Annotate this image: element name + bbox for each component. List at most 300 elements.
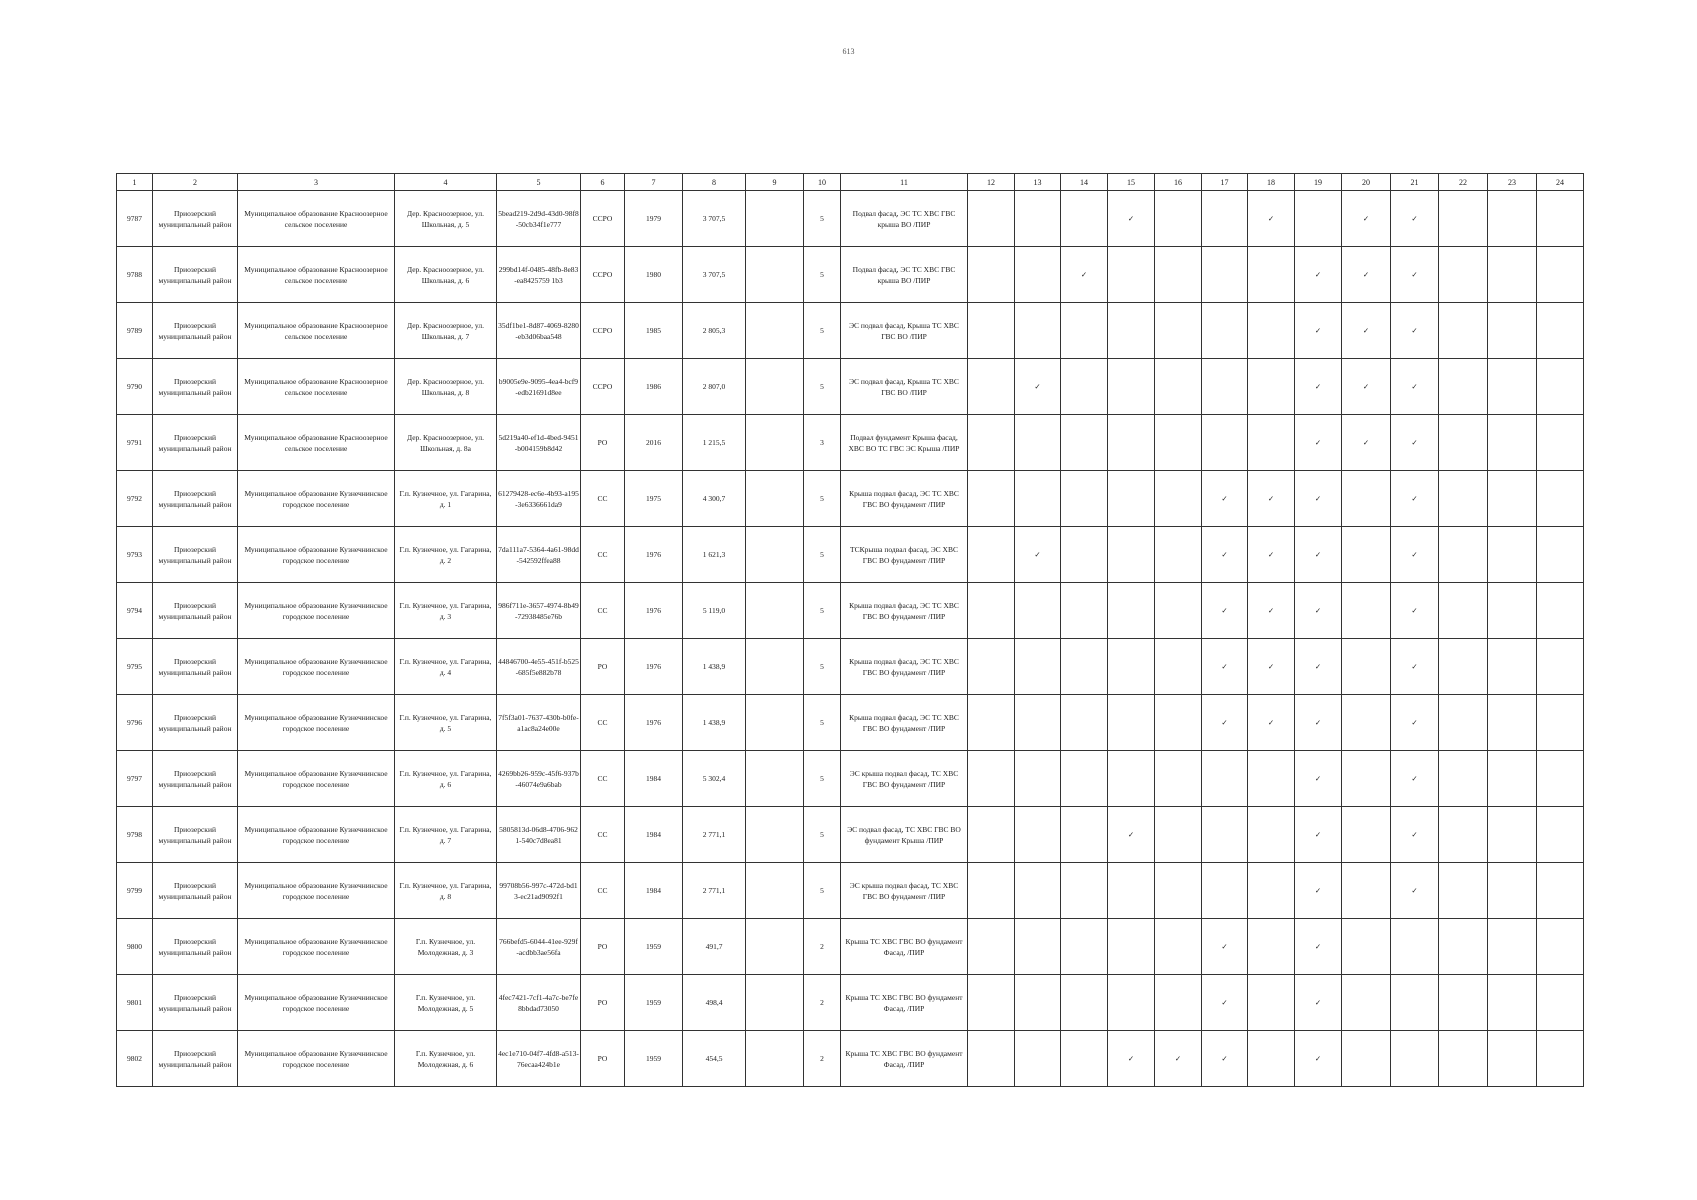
cell-col-12 — [968, 303, 1015, 359]
cell-col-23 — [1488, 359, 1537, 415]
cell-col-24 — [1537, 191, 1584, 247]
check-mark-icon: ✓ — [1108, 807, 1155, 863]
cell-floors: 5 — [804, 863, 841, 919]
table-row — [117, 695, 1584, 751]
cell-col-22 — [1439, 471, 1488, 527]
cell-col-16 — [1155, 695, 1202, 751]
cell-address: Г.п. Кузнечное, ул. Гагарина, д. 4 — [395, 639, 497, 695]
cell-area: 3 707,5 — [683, 191, 746, 247]
cell-col-16 — [1155, 583, 1202, 639]
cell-row-number: 9802 — [117, 1031, 153, 1087]
cell-area: 1 438,9 — [683, 639, 746, 695]
cell-col-20 — [1342, 639, 1391, 695]
cell-col-23 — [1488, 863, 1537, 919]
cell-wall-type: РО — [581, 919, 625, 975]
cell-year: 1986 — [625, 359, 683, 415]
cell-col-22 — [1439, 1031, 1488, 1087]
cell-floors: 2 — [804, 975, 841, 1031]
cell-col-9 — [746, 247, 804, 303]
check-mark-icon: ✓ — [1391, 247, 1439, 303]
cell-works: Крыша ТС ХВС ГВС ВО фундамент Фасад, /ПИР — [841, 1031, 968, 1087]
column-header-1: 1 — [117, 174, 153, 191]
cell-works: Крыша ТС ХВС ГВС ВО фундамент Фасад, /ПИР — [841, 919, 968, 975]
cell-col-23 — [1488, 247, 1537, 303]
cell-col-12 — [968, 639, 1015, 695]
cell-col-23 — [1488, 1031, 1537, 1087]
cell-area: 5 302,4 — [683, 751, 746, 807]
cell-guid: 299bd14f-0485-48fb-8e83-ea8425759 1b3 — [497, 247, 581, 303]
cell-year: 1976 — [625, 639, 683, 695]
check-mark-icon: ✓ — [1295, 919, 1342, 975]
cell-col-20 — [1342, 583, 1391, 639]
cell-works: ЭС крыша подвал фасад, ТС ХВС ГВС ВО фундамент /ПИР — [841, 863, 968, 919]
cell-address: Г.п. Кузнечное, ул. Гагарина, д. 5 — [395, 695, 497, 751]
cell-municipality: Муниципальное образование Кузнечнинское городское поселение — [238, 639, 395, 695]
cell-col-18 — [1248, 247, 1295, 303]
column-header-2: 2 — [153, 174, 238, 191]
check-mark-icon: ✓ — [1342, 247, 1391, 303]
cell-area: 491,7 — [683, 919, 746, 975]
cell-col-21 — [1391, 919, 1439, 975]
cell-col-12 — [968, 583, 1015, 639]
cell-district: Приозерский муниципальный район — [153, 247, 238, 303]
cell-row-number: 9788 — [117, 247, 153, 303]
column-header-22: 22 — [1439, 174, 1488, 191]
table-row — [117, 639, 1584, 695]
cell-col-13 — [1015, 975, 1061, 1031]
table-row — [117, 1031, 1584, 1087]
check-mark-icon: ✓ — [1202, 527, 1248, 583]
cell-district: Приозерский муниципальный район — [153, 415, 238, 471]
cell-district: Приозерский муниципальный район — [153, 863, 238, 919]
cell-col-18 — [1248, 807, 1295, 863]
check-mark-icon: ✓ — [1391, 471, 1439, 527]
cell-works: Подвал фасад, ЭС ТС ХВС ГВС крыша ВО /ПИР — [841, 247, 968, 303]
cell-col-20 — [1342, 975, 1391, 1031]
cell-area: 4 300,7 — [683, 471, 746, 527]
cell-municipality: Муниципальное образование Красноозерное сельское поселение — [238, 359, 395, 415]
cell-works: Крыша подвал фасад, ЭС ТС ХВС ГВС ВО фундамент /ПИР — [841, 583, 968, 639]
cell-wall-type: СС — [581, 863, 625, 919]
cell-col-16 — [1155, 919, 1202, 975]
cell-col-9 — [746, 303, 804, 359]
cell-col-9 — [746, 527, 804, 583]
check-mark-icon: ✓ — [1342, 303, 1391, 359]
cell-col-15 — [1108, 359, 1155, 415]
check-mark-icon: ✓ — [1342, 415, 1391, 471]
cell-col-9 — [746, 919, 804, 975]
cell-col-24 — [1537, 471, 1584, 527]
cell-col-17 — [1202, 807, 1248, 863]
cell-area: 1 621,3 — [683, 527, 746, 583]
cell-address: Г.п. Кузнечное, ул. Гагарина, д. 1 — [395, 471, 497, 527]
column-header-24: 24 — [1537, 174, 1584, 191]
column-header-4: 4 — [395, 174, 497, 191]
cell-col-12 — [968, 1031, 1015, 1087]
check-mark-icon: ✓ — [1295, 471, 1342, 527]
cell-district: Приозерский муниципальный район — [153, 303, 238, 359]
check-mark-icon: ✓ — [1015, 527, 1061, 583]
cell-col-22 — [1439, 807, 1488, 863]
cell-floors: 5 — [804, 807, 841, 863]
column-header-17: 17 — [1202, 174, 1248, 191]
cell-col-22 — [1439, 751, 1488, 807]
cell-col-17 — [1202, 247, 1248, 303]
check-mark-icon: ✓ — [1391, 583, 1439, 639]
check-mark-icon: ✓ — [1108, 1031, 1155, 1087]
check-mark-icon: ✓ — [1108, 191, 1155, 247]
cell-address: Г.п. Кузнечное, ул. Гагарина, д. 8 — [395, 863, 497, 919]
cell-col-20 — [1342, 751, 1391, 807]
check-mark-icon: ✓ — [1248, 583, 1295, 639]
cell-col-15 — [1108, 303, 1155, 359]
cell-col-15 — [1108, 639, 1155, 695]
cell-guid: 4269bb26-959c-45f6-937b-46074e9a6bab — [497, 751, 581, 807]
cell-municipality: Муниципальное образование Кузнечнинское городское поселение — [238, 471, 395, 527]
cell-col-13 — [1015, 247, 1061, 303]
cell-col-9 — [746, 863, 804, 919]
cell-col-22 — [1439, 527, 1488, 583]
cell-municipality: Муниципальное образование Кузнечнинское городское поселение — [238, 527, 395, 583]
cell-area: 1 215,5 — [683, 415, 746, 471]
cell-floors: 5 — [804, 303, 841, 359]
cell-col-15 — [1108, 471, 1155, 527]
cell-guid: 61279428-ec6e-4b93-a195-3e6336661da9 — [497, 471, 581, 527]
cell-col-15 — [1108, 527, 1155, 583]
cell-col-24 — [1537, 415, 1584, 471]
check-mark-icon: ✓ — [1202, 1031, 1248, 1087]
cell-col-15 — [1108, 751, 1155, 807]
cell-col-17 — [1202, 303, 1248, 359]
cell-col-9 — [746, 583, 804, 639]
check-mark-icon: ✓ — [1295, 1031, 1342, 1087]
cell-works: ЭС крыша подвал фасад, ТС ХВС ГВС ВО фундамент /ПИР — [841, 751, 968, 807]
cell-col-23 — [1488, 751, 1537, 807]
cell-col-14 — [1061, 751, 1108, 807]
cell-wall-type: РО — [581, 975, 625, 1031]
column-header-8: 8 — [683, 174, 746, 191]
cell-year: 1985 — [625, 303, 683, 359]
cell-wall-type: РО — [581, 1031, 625, 1087]
cell-col-23 — [1488, 807, 1537, 863]
check-mark-icon: ✓ — [1342, 191, 1391, 247]
cell-works: Подвал фундамент Крыша фасад, ХВС ВО ТС ГВС ЭС Крыша /ПИР — [841, 415, 968, 471]
cell-address: Г.п. Кузнечное, ул. Молодежная, д. 6 — [395, 1031, 497, 1087]
cell-col-18 — [1248, 863, 1295, 919]
cell-col-13 — [1015, 807, 1061, 863]
cell-col-13 — [1015, 191, 1061, 247]
column-header-23: 23 — [1488, 174, 1537, 191]
cell-works: Крыша подвал фасад, ЭС ТС ХВС ГВС ВО фундамент /ПИР — [841, 639, 968, 695]
cell-col-23 — [1488, 415, 1537, 471]
cell-wall-type: РО — [581, 415, 625, 471]
column-header-15: 15 — [1108, 174, 1155, 191]
cell-district: Приозерский муниципальный район — [153, 807, 238, 863]
cell-col-12 — [968, 359, 1015, 415]
column-header-16: 16 — [1155, 174, 1202, 191]
column-header-3: 3 — [238, 174, 395, 191]
cell-year: 2016 — [625, 415, 683, 471]
column-header-13: 13 — [1015, 174, 1061, 191]
cell-guid: 4ec1e710-04f7-4fd8-a513-76ecaa424b1e — [497, 1031, 581, 1087]
cell-col-23 — [1488, 919, 1537, 975]
cell-guid: 5bead219-2d9d-43d0-98f8-50cb34f1e777 — [497, 191, 581, 247]
table-row — [117, 919, 1584, 975]
cell-area: 498,4 — [683, 975, 746, 1031]
cell-col-16 — [1155, 863, 1202, 919]
cell-col-18 — [1248, 919, 1295, 975]
cell-col-9 — [746, 471, 804, 527]
cell-col-22 — [1439, 863, 1488, 919]
cell-address: Г.п. Кузнечное, ул. Молодежная, д. 5 — [395, 975, 497, 1031]
cell-col-18 — [1248, 975, 1295, 1031]
cell-col-17 — [1202, 415, 1248, 471]
cell-address: Г.п. Кузнечное, ул. Гагарина, д. 7 — [395, 807, 497, 863]
cell-col-9 — [746, 191, 804, 247]
cell-col-22 — [1439, 415, 1488, 471]
cell-col-13 — [1015, 919, 1061, 975]
check-mark-icon: ✓ — [1295, 751, 1342, 807]
cell-col-18 — [1248, 359, 1295, 415]
cell-guid: 35df1be1-8d87-4069-8280-eb3d06baa548 — [497, 303, 581, 359]
cell-col-22 — [1439, 639, 1488, 695]
cell-col-15 — [1108, 583, 1155, 639]
check-mark-icon: ✓ — [1015, 359, 1061, 415]
cell-district: Приозерский муниципальный район — [153, 919, 238, 975]
cell-col-14 — [1061, 919, 1108, 975]
cell-year: 1976 — [625, 583, 683, 639]
check-mark-icon: ✓ — [1295, 415, 1342, 471]
cell-floors: 5 — [804, 751, 841, 807]
cell-row-number: 9787 — [117, 191, 153, 247]
check-mark-icon: ✓ — [1391, 807, 1439, 863]
cell-col-16 — [1155, 751, 1202, 807]
cell-guid: b9005e9e-9095-4ea4-bcf9-edb21691d8ee — [497, 359, 581, 415]
header-row — [117, 174, 1584, 191]
cell-col-14 — [1061, 191, 1108, 247]
table-row — [117, 863, 1584, 919]
check-mark-icon: ✓ — [1202, 639, 1248, 695]
cell-area: 2 771,1 — [683, 807, 746, 863]
check-mark-icon: ✓ — [1391, 863, 1439, 919]
cell-area: 2 805,3 — [683, 303, 746, 359]
cell-municipality: Муниципальное образование Кузнечнинское городское поселение — [238, 583, 395, 639]
cell-municipality: Муниципальное образование Красноозерное сельское поселение — [238, 247, 395, 303]
cell-area: 1 438,9 — [683, 695, 746, 751]
table-row — [117, 303, 1584, 359]
cell-area: 3 707,5 — [683, 247, 746, 303]
cell-floors: 5 — [804, 639, 841, 695]
cell-col-12 — [968, 695, 1015, 751]
cell-district: Приозерский муниципальный район — [153, 639, 238, 695]
cell-col-23 — [1488, 975, 1537, 1031]
cell-year: 1959 — [625, 1031, 683, 1087]
table-row — [117, 247, 1584, 303]
cell-col-13 — [1015, 415, 1061, 471]
cell-col-23 — [1488, 191, 1537, 247]
cell-col-13 — [1015, 639, 1061, 695]
cell-col-21 — [1391, 975, 1439, 1031]
cell-district: Приозерский муниципальный район — [153, 359, 238, 415]
cell-col-22 — [1439, 247, 1488, 303]
cell-year: 1959 — [625, 919, 683, 975]
check-mark-icon: ✓ — [1391, 415, 1439, 471]
cell-municipality: Муниципальное образование Кузнечнинское городское поселение — [238, 751, 395, 807]
check-mark-icon: ✓ — [1202, 919, 1248, 975]
cell-floors: 2 — [804, 919, 841, 975]
cell-col-13 — [1015, 1031, 1061, 1087]
cell-address: Г.п. Кузнечное, ул. Молодежная, д. 3 — [395, 919, 497, 975]
cell-col-23 — [1488, 527, 1537, 583]
check-mark-icon: ✓ — [1248, 695, 1295, 751]
cell-col-12 — [968, 751, 1015, 807]
cell-col-14 — [1061, 359, 1108, 415]
cell-municipality: Муниципальное образование Кузнечнинское городское поселение — [238, 695, 395, 751]
cell-year: 1975 — [625, 471, 683, 527]
cell-col-20 — [1342, 471, 1391, 527]
cell-col-9 — [746, 359, 804, 415]
cell-col-15 — [1108, 975, 1155, 1031]
cell-col-14 — [1061, 1031, 1108, 1087]
cell-address: Дер. Красноозерное, ул. Школьная, д. 8а — [395, 415, 497, 471]
column-header-10: 10 — [804, 174, 841, 191]
column-header-11: 11 — [841, 174, 968, 191]
cell-area: 454,5 — [683, 1031, 746, 1087]
cell-row-number: 9796 — [117, 695, 153, 751]
cell-works: Крыша ТС ХВС ГВС ВО фундамент Фасад, /ПИР — [841, 975, 968, 1031]
cell-col-16 — [1155, 975, 1202, 1031]
cell-col-16 — [1155, 191, 1202, 247]
column-header-20: 20 — [1342, 174, 1391, 191]
cell-col-14 — [1061, 303, 1108, 359]
cell-col-12 — [968, 807, 1015, 863]
cell-col-18 — [1248, 303, 1295, 359]
cell-col-12 — [968, 527, 1015, 583]
cell-col-13 — [1015, 583, 1061, 639]
table-row — [117, 583, 1584, 639]
cell-address: Дер. Красноозерное, ул. Школьная, д. 7 — [395, 303, 497, 359]
cell-year: 1980 — [625, 247, 683, 303]
cell-wall-type: СС — [581, 583, 625, 639]
cell-area: 2 807,0 — [683, 359, 746, 415]
column-header-7: 7 — [625, 174, 683, 191]
cell-col-9 — [746, 695, 804, 751]
cell-wall-type: СС — [581, 471, 625, 527]
cell-col-20 — [1342, 863, 1391, 919]
check-mark-icon: ✓ — [1391, 359, 1439, 415]
cell-row-number: 9798 — [117, 807, 153, 863]
cell-year: 1984 — [625, 863, 683, 919]
cell-col-22 — [1439, 359, 1488, 415]
cell-row-number: 9792 — [117, 471, 153, 527]
cell-col-9 — [746, 975, 804, 1031]
register-table — [116, 173, 1584, 1087]
cell-district: Приозерский муниципальный район — [153, 975, 238, 1031]
cell-col-20 — [1342, 1031, 1391, 1087]
check-mark-icon: ✓ — [1391, 695, 1439, 751]
cell-municipality: Муниципальное образование Красноозерное сельское поселение — [238, 415, 395, 471]
column-header-12: 12 — [968, 174, 1015, 191]
cell-col-12 — [968, 863, 1015, 919]
column-header-6: 6 — [581, 174, 625, 191]
cell-col-14 — [1061, 527, 1108, 583]
cell-col-12 — [968, 191, 1015, 247]
cell-col-24 — [1537, 247, 1584, 303]
check-mark-icon: ✓ — [1295, 583, 1342, 639]
cell-floors: 5 — [804, 527, 841, 583]
cell-col-24 — [1537, 863, 1584, 919]
cell-row-number: 9800 — [117, 919, 153, 975]
cell-col-17 — [1202, 191, 1248, 247]
cell-col-24 — [1537, 583, 1584, 639]
cell-col-16 — [1155, 527, 1202, 583]
cell-wall-type: РО — [581, 639, 625, 695]
check-mark-icon: ✓ — [1295, 303, 1342, 359]
cell-wall-type: ССРО — [581, 359, 625, 415]
column-header-21: 21 — [1391, 174, 1439, 191]
check-mark-icon: ✓ — [1202, 975, 1248, 1031]
cell-col-13 — [1015, 751, 1061, 807]
cell-col-23 — [1488, 695, 1537, 751]
cell-col-24 — [1537, 527, 1584, 583]
cell-district: Приозерский муниципальный район — [153, 695, 238, 751]
cell-year: 1976 — [625, 527, 683, 583]
check-mark-icon: ✓ — [1248, 191, 1295, 247]
cell-col-15 — [1108, 415, 1155, 471]
cell-col-18 — [1248, 751, 1295, 807]
cell-col-22 — [1439, 191, 1488, 247]
cell-district: Приозерский муниципальный район — [153, 583, 238, 639]
cell-col-17 — [1202, 863, 1248, 919]
cell-guid: 7da111a7-5364-4a61-98dd-542592ffea88 — [497, 527, 581, 583]
cell-col-12 — [968, 471, 1015, 527]
check-mark-icon: ✓ — [1155, 1031, 1202, 1087]
cell-col-24 — [1537, 751, 1584, 807]
column-header-9: 9 — [746, 174, 804, 191]
cell-col-13 — [1015, 471, 1061, 527]
cell-col-13 — [1015, 863, 1061, 919]
check-mark-icon: ✓ — [1202, 583, 1248, 639]
cell-wall-type: ССРО — [581, 303, 625, 359]
cell-district: Приозерский муниципальный район — [153, 471, 238, 527]
cell-col-9 — [746, 807, 804, 863]
cell-works: ЭС подвал фасад, Крыша ТС ХВС ГВС ВО /ПИР — [841, 303, 968, 359]
check-mark-icon: ✓ — [1295, 359, 1342, 415]
check-mark-icon: ✓ — [1295, 639, 1342, 695]
cell-municipality: Муниципальное образование Кузнечнинское городское поселение — [238, 863, 395, 919]
cell-col-22 — [1439, 303, 1488, 359]
cell-address: Дер. Красноозерное, ул. Школьная, д. 6 — [395, 247, 497, 303]
cell-area: 5 119,0 — [683, 583, 746, 639]
check-mark-icon: ✓ — [1061, 247, 1108, 303]
check-mark-icon: ✓ — [1248, 639, 1295, 695]
cell-col-21 — [1391, 1031, 1439, 1087]
cell-col-23 — [1488, 303, 1537, 359]
cell-col-14 — [1061, 639, 1108, 695]
cell-floors: 5 — [804, 695, 841, 751]
cell-municipality: Муниципальное образование Кузнечнинское городское поселение — [238, 919, 395, 975]
cell-works: Подвал фасад, ЭС ТС ХВС ГВС крыша ВО /ПИР — [841, 191, 968, 247]
cell-floors: 3 — [804, 415, 841, 471]
cell-works: ТСКрыша подвал фасад, ЭС ХВС ГВС ВО фундамент /ПИР — [841, 527, 968, 583]
cell-guid: 44846700-4e55-451f-b525-685f5e882b78 — [497, 639, 581, 695]
cell-col-12 — [968, 415, 1015, 471]
cell-row-number: 9794 — [117, 583, 153, 639]
cell-works: ЭС подвал фасад, Крыша ТС ХВС ГВС ВО /ПИР — [841, 359, 968, 415]
cell-col-15 — [1108, 863, 1155, 919]
cell-col-14 — [1061, 471, 1108, 527]
cell-wall-type: ССРО — [581, 191, 625, 247]
